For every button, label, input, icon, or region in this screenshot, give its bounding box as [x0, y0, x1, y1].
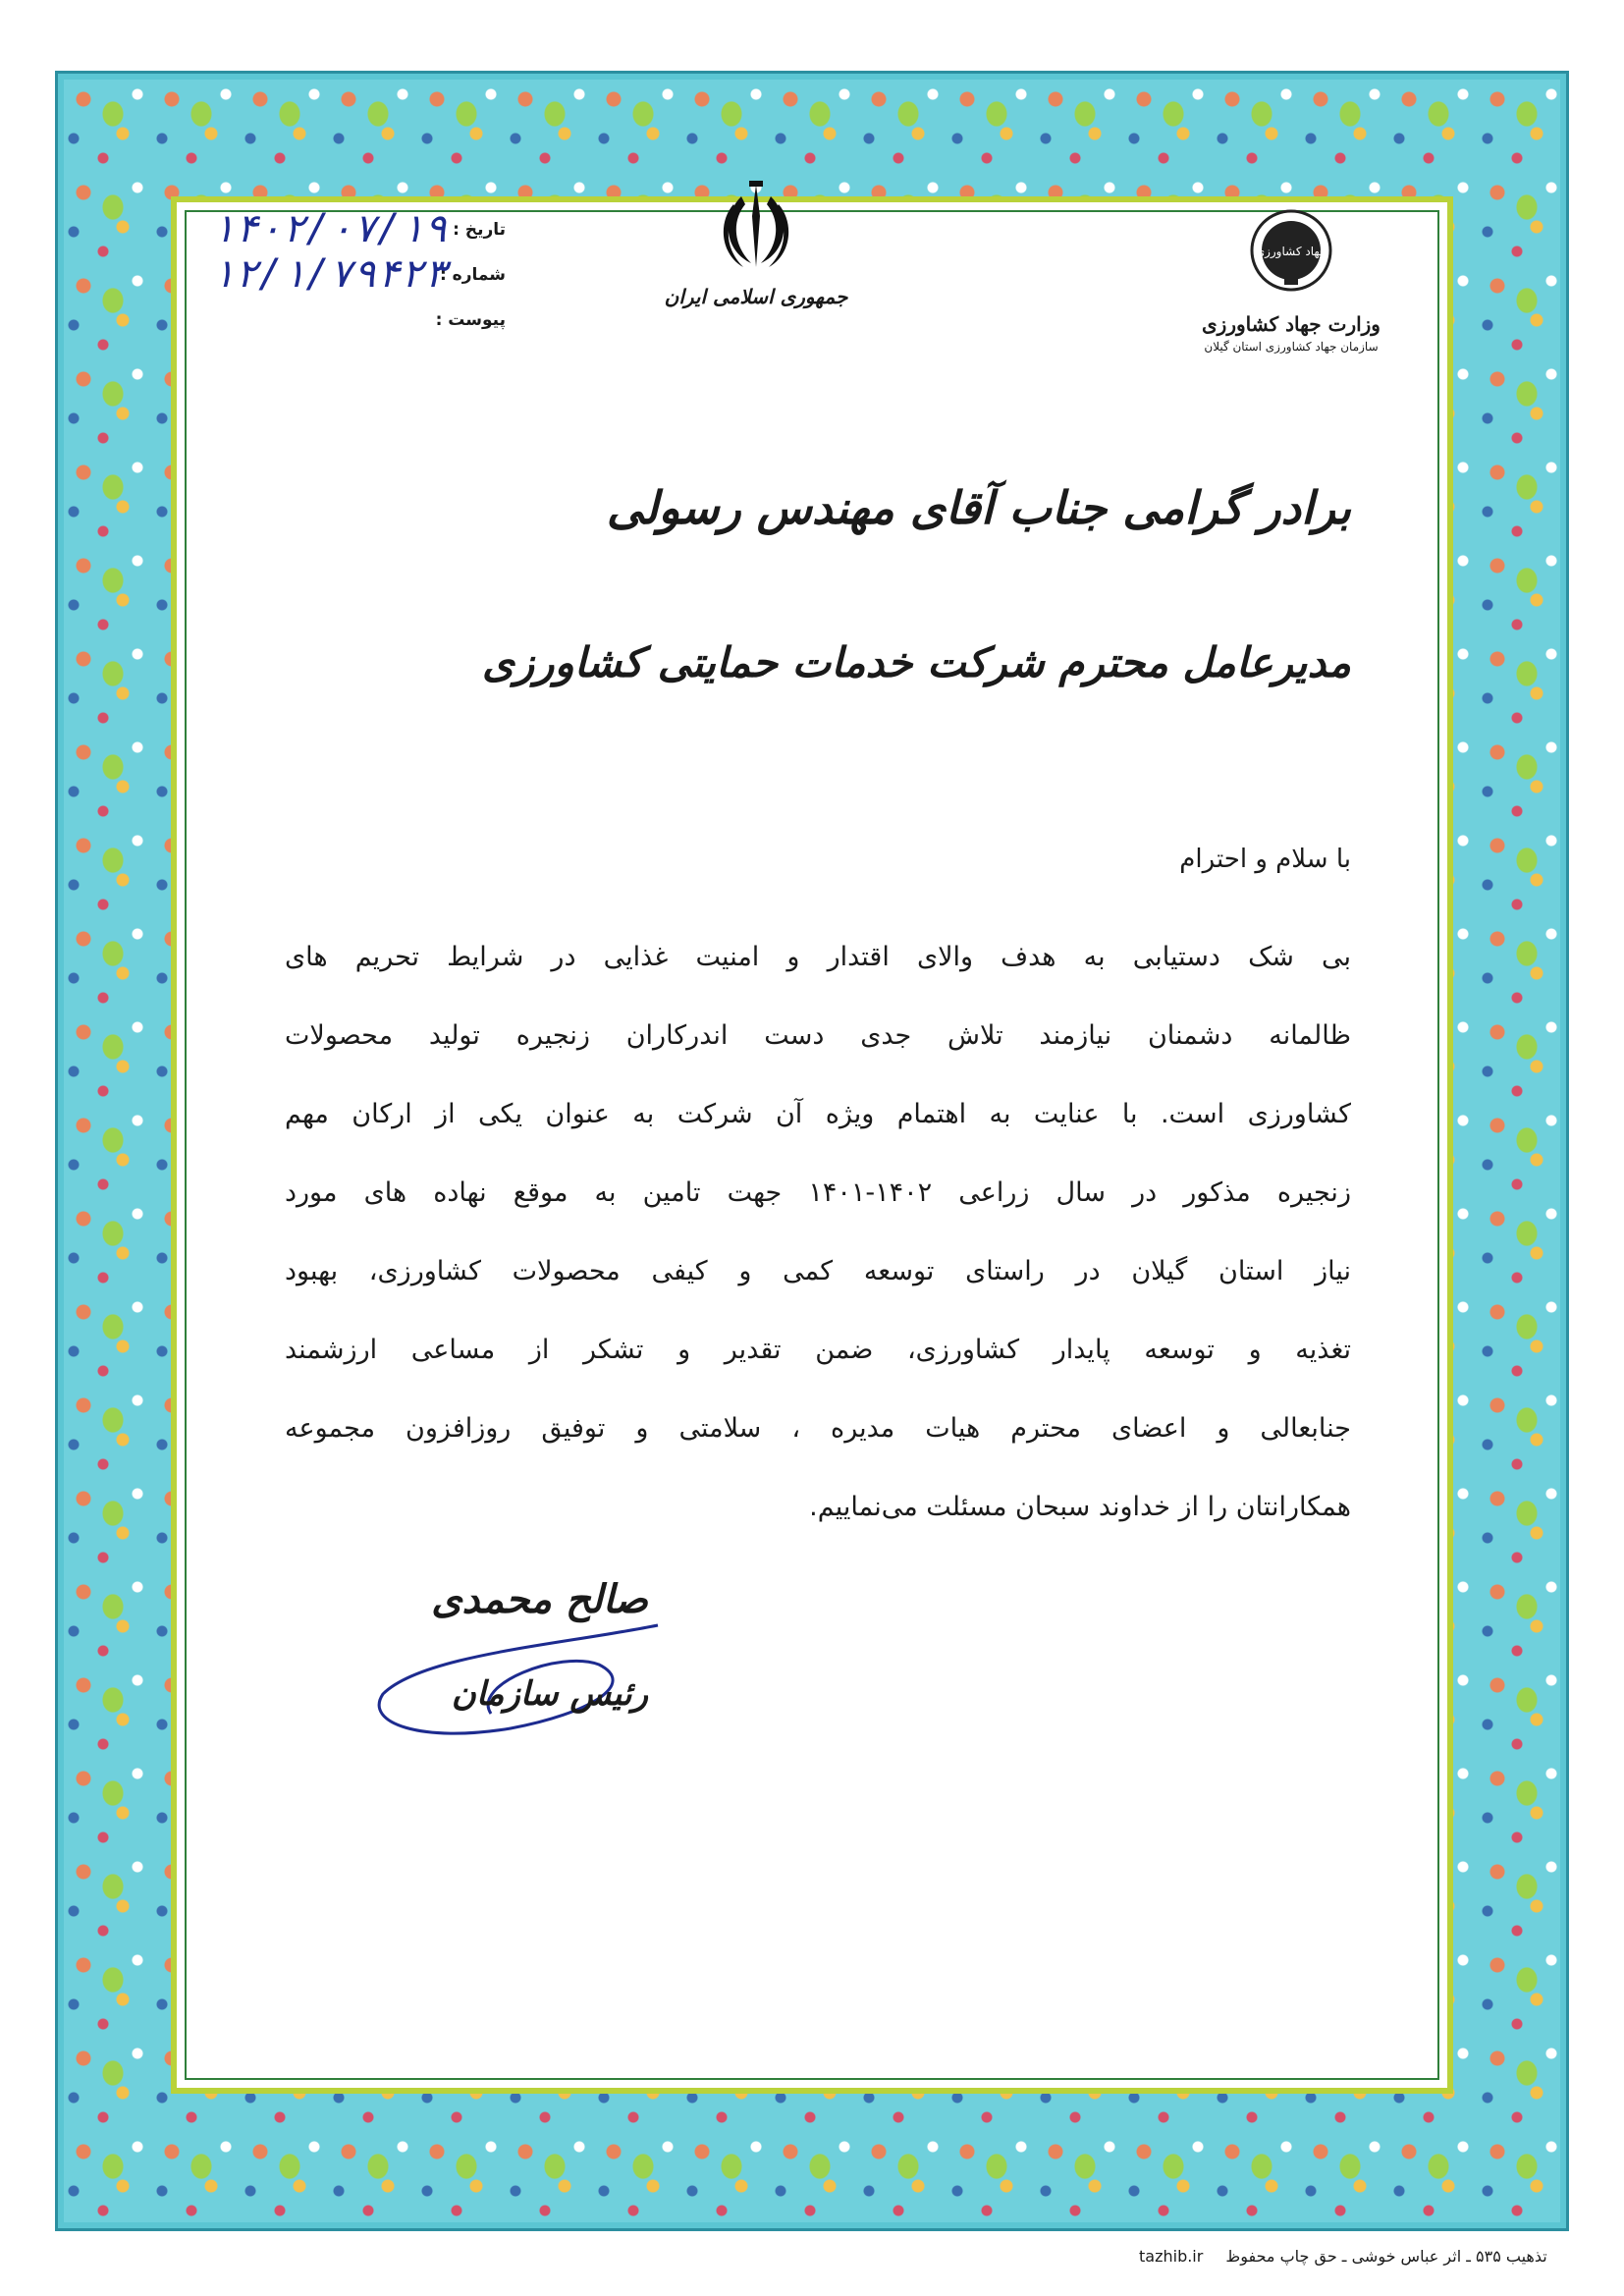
recipient-salutation: برادر گرامی جناب آقای مهندس رسولی — [606, 481, 1351, 534]
letter-body — [285, 918, 1351, 1547]
emblem-caption: جمهوری اسلامی ایران — [664, 285, 848, 308]
jahad-logo-icon — [1247, 206, 1335, 295]
letter-meta — [211, 206, 506, 342]
number-label: شماره : — [439, 265, 506, 285]
iran-emblem-icon — [712, 177, 800, 275]
number-value: ۱۲/۱/۷۹۴۲۳ — [211, 251, 448, 297]
ministry-name: وزارت جهاد کشاورزی — [1202, 312, 1380, 336]
body-line: ظالمانه دشمنان نیازمند تلاش جدی دست اندرکاران زنجیره تولید محصولات — [285, 1020, 1351, 1051]
logo-text: جهاد کشاورزی — [1255, 245, 1327, 258]
signature-block — [363, 1566, 677, 1763]
signatory-name: صالح محمدی — [431, 1576, 648, 1622]
national-emblem — [658, 177, 854, 308]
date-label: تاریخ : — [453, 220, 506, 240]
ministry-subtitle: سازمان جهاد کشاورزی استان گیلان — [1204, 340, 1379, 354]
date-row — [211, 206, 506, 251]
greeting: با سلام و احترام — [1179, 845, 1351, 874]
signatory-title: رئیس سازمان — [451, 1674, 648, 1714]
body-line: نیاز استان گیلان در راستای توسعه کمی و کیفی محصولات کشاورزی، بهبود — [285, 1256, 1351, 1286]
footer-site: tazhib.ir — [1139, 2247, 1204, 2266]
body-line: تغذیه و توسعه پایدار کشاورزی، ضمن تقدیر و تشکر از مساعی ارزشمند — [285, 1335, 1351, 1365]
number-row — [211, 251, 506, 297]
footer-credit-text: تذهیب ۵۳۵ ـ اثر عباس خوشی ـ حق چاپ محفوظ — [1225, 2247, 1547, 2266]
body-line: جنابعالی و اعضای محترم هیات مدیره ، سلامتی و توفیق روزافزون مجموعه — [285, 1413, 1351, 1444]
recipient-title: مدیرعامل محترم شرکت خدمات حمایتی کشاورزی — [482, 638, 1351, 686]
attachment-label: پیوست : — [435, 310, 506, 330]
body-line: کشاورزی است. با عنایت به اهتمام ویژه آن شرکت به عنوان یکی از ارکان مهم — [285, 1099, 1351, 1129]
ministry-header — [1178, 206, 1404, 354]
body-line: زنجیره مذکور در سال زراعی ۱۴۰۲-۱۴۰۱ جهت تامین به موقع نهاده های مورد — [285, 1177, 1351, 1208]
footer-credit — [1139, 2247, 1547, 2266]
body-line: همکارانتان را از خداوند سبحان مسئلت می‌نماییم. — [809, 1492, 1351, 1522]
attachment-row — [211, 297, 506, 342]
date-value: ۱۴۰۲/۰۷/۱۹ — [211, 206, 448, 251]
body-line: بی شک دستیابی به هدف والای اقتدار و امنیت غذایی در شرایط تحریم های — [285, 942, 1351, 972]
